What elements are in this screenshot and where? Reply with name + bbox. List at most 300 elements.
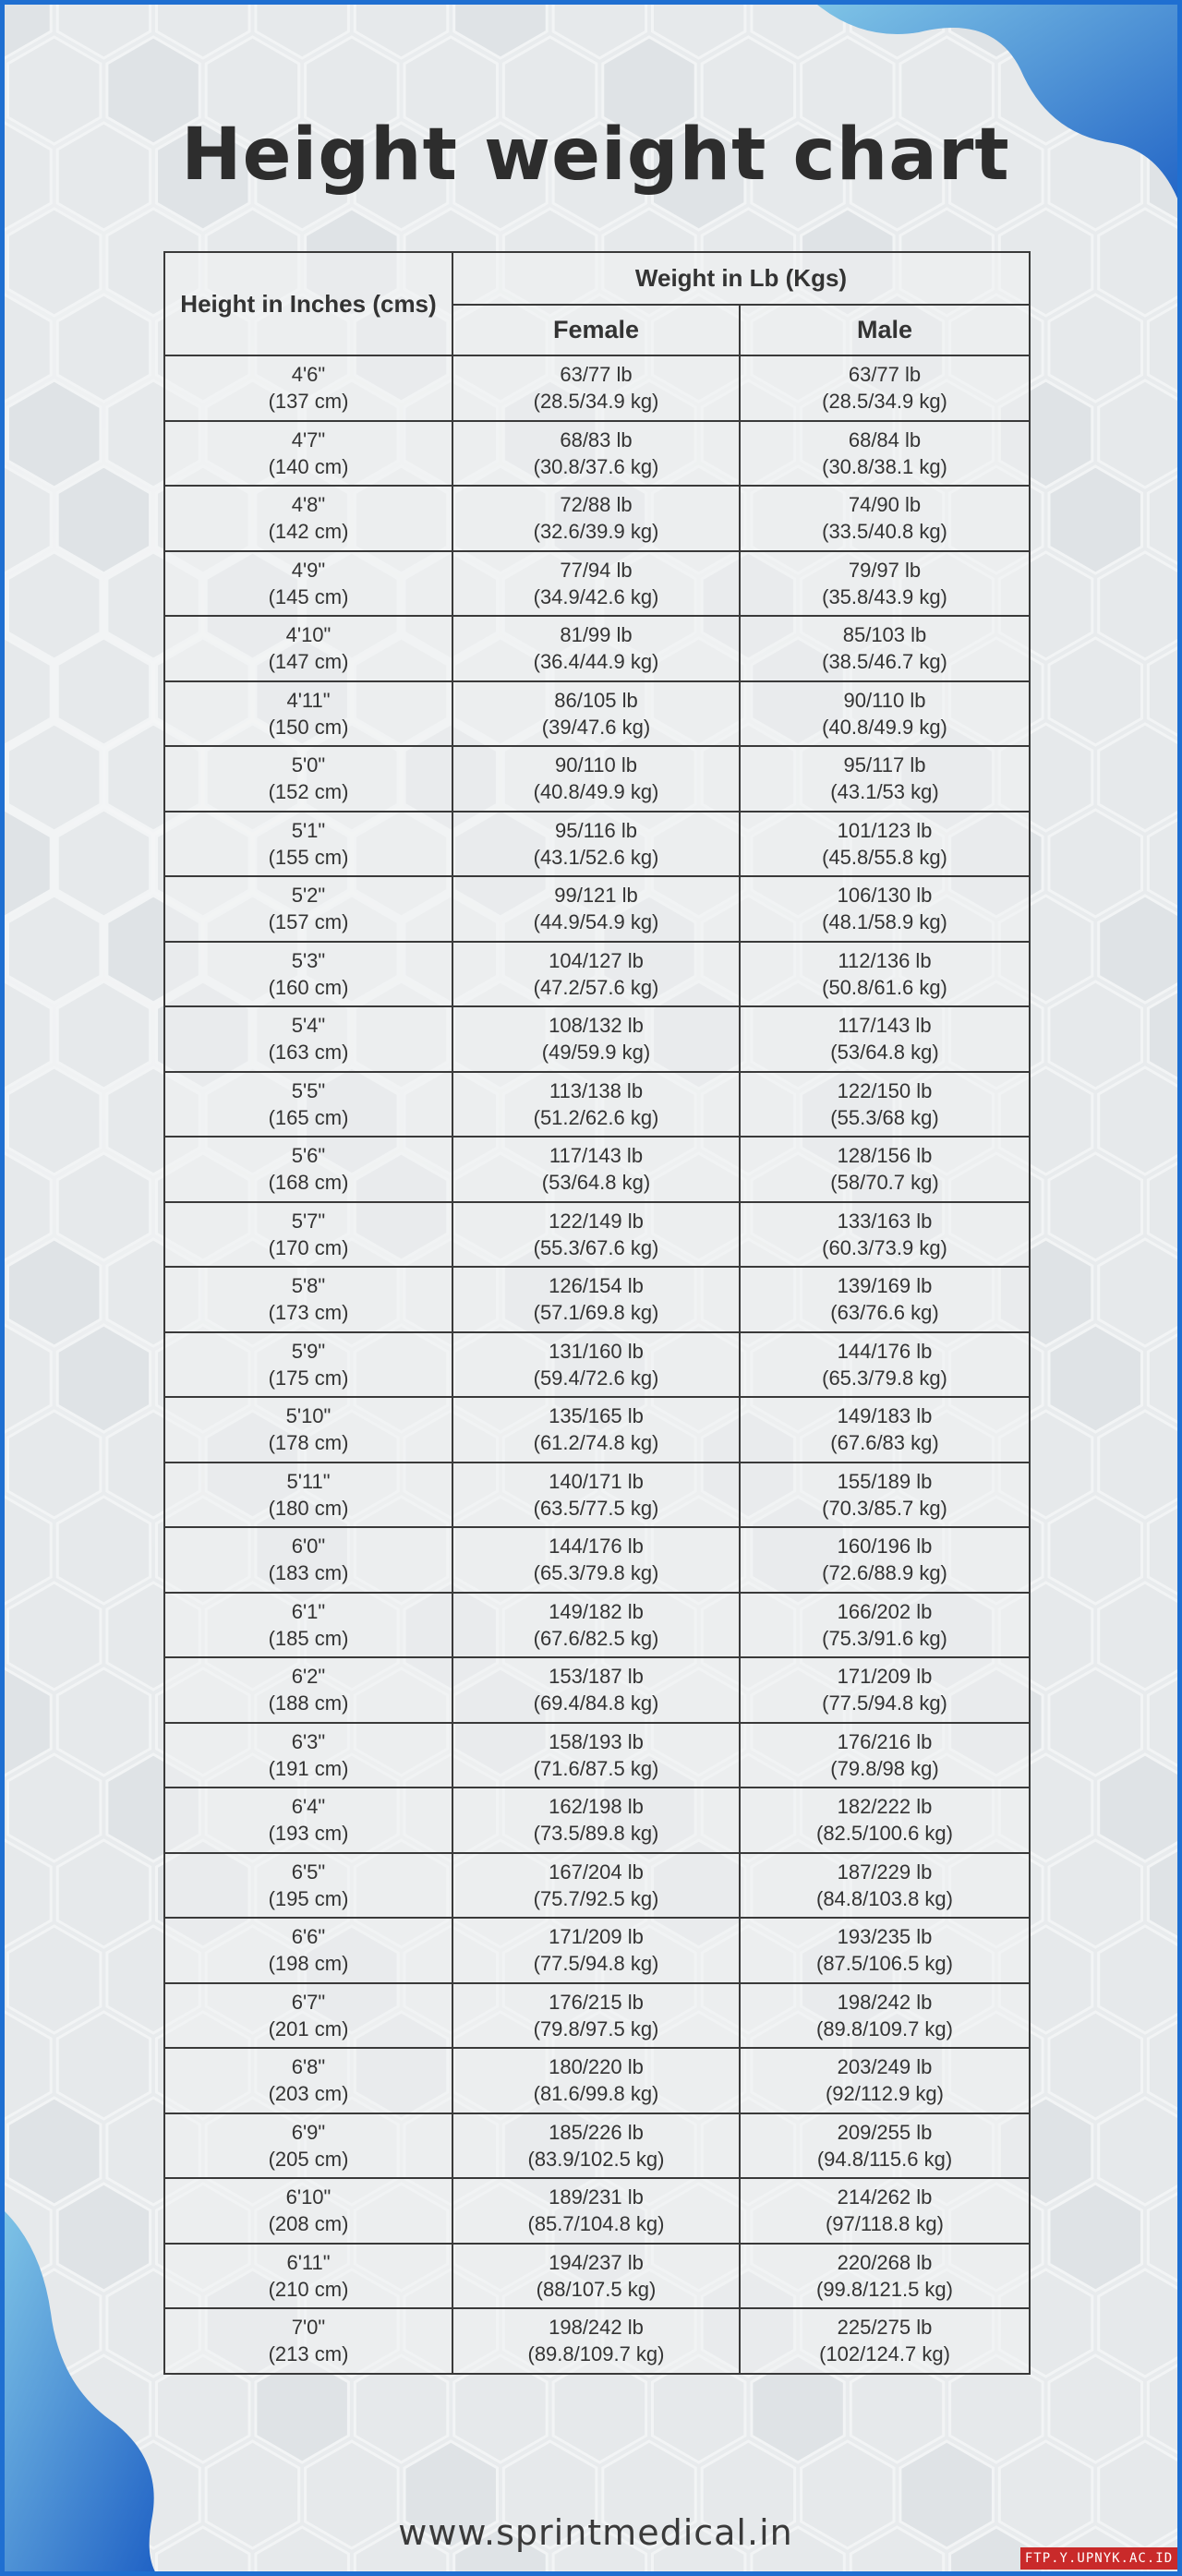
footer-website-url: www.sprintmedical.in: [398, 2512, 793, 2553]
male-weight-cell: [740, 1267, 1030, 1332]
male-weight-cell-secondary: (87.5/106.5 kg): [816, 1952, 953, 1976]
height-cell: [164, 355, 452, 421]
male-weight-cell-primary: 149/183 lb: [837, 1404, 933, 1428]
male-weight-cell: [740, 1657, 1030, 1723]
height-cell-primary: 5'5": [291, 1078, 326, 1102]
female-weight-cell: [452, 355, 740, 421]
male-weight-cell-secondary: (55.3/68 kg): [830, 1105, 939, 1129]
female-weight-cell-primary: 153/187 lb: [549, 1665, 644, 1689]
height-cell-secondary: (201 cm): [268, 2016, 349, 2040]
table-row: [164, 1853, 1030, 1919]
female-weight-cell-primary: 68/83 lb: [560, 427, 633, 451]
height-cell-primary: 6'4": [291, 1795, 326, 1819]
male-weight-cell-primary: 160/196 lb: [837, 1535, 933, 1559]
table-row: [164, 2048, 1030, 2113]
male-weight-cell-secondary: (58/70.7 kg): [830, 1171, 939, 1195]
male-weight-cell: [740, 1072, 1030, 1138]
height-cell: [164, 421, 452, 487]
female-weight-cell-secondary: (75.7/92.5 kg): [533, 1886, 659, 1910]
height-cell-secondary: (165 cm): [268, 1105, 349, 1129]
male-weight-cell-secondary: (84.8/103.8 kg): [816, 1886, 953, 1910]
height-cell-secondary: (198 cm): [268, 1952, 349, 1976]
female-weight-cell-secondary: (83.9/102.5 kg): [527, 2147, 665, 2171]
male-weight-cell-secondary: (79.8/98 kg): [830, 1756, 939, 1780]
female-weight-cell-secondary: (34.9/42.6 kg): [533, 584, 659, 608]
height-cell-primary: 5'8": [291, 1274, 326, 1298]
height-cell-primary: 5'1": [291, 818, 326, 842]
male-weight-cell-primary: 209/255 lb: [837, 2120, 933, 2144]
height-cell: [164, 1202, 452, 1268]
male-weight-cell: [740, 616, 1030, 681]
female-weight-cell-secondary: (71.6/87.5 kg): [533, 1756, 659, 1780]
male-weight-cell-secondary: (70.3/85.7 kg): [822, 1496, 947, 1520]
height-cell-primary: 6'5": [291, 1860, 326, 1884]
female-weight-cell: [452, 2178, 740, 2244]
header-height: Height in Inches (cms): [164, 252, 452, 355]
male-weight-cell-secondary: (63/76.6 kg): [830, 1301, 939, 1325]
female-weight-cell: [452, 681, 740, 747]
male-weight-cell-primary: 182/222 lb: [837, 1795, 933, 1819]
height-cell-primary: 5'9": [291, 1339, 326, 1363]
height-cell: [164, 2178, 452, 2244]
male-weight-cell-secondary: (89.8/109.7 kg): [816, 2016, 953, 2040]
height-cell-secondary: (193 cm): [268, 1822, 349, 1846]
female-weight-cell-primary: 162/198 lb: [549, 1795, 644, 1819]
male-weight-cell-secondary: (94.8/115.6 kg): [816, 2147, 953, 2171]
watermark-badge: FTP.Y.UPNYK.AC.ID: [1020, 2547, 1177, 2570]
table-row: [164, 1723, 1030, 1788]
height-cell: [164, 1137, 452, 1202]
male-weight-cell-primary: 214/262 lb: [837, 2185, 933, 2209]
table-row: [164, 1527, 1030, 1593]
male-weight-cell: [740, 486, 1030, 551]
female-weight-cell: [452, 551, 740, 617]
male-weight-cell-secondary: (67.6/83 kg): [830, 1431, 939, 1455]
male-weight-cell-primary: 139/169 lb: [837, 1274, 933, 1298]
male-weight-cell-primary: 225/275 lb: [837, 2316, 933, 2340]
male-weight-cell-secondary: (30.8/38.1 kg): [822, 454, 947, 478]
table-row: [164, 1788, 1030, 1853]
height-cell: [164, 681, 452, 747]
height-cell-primary: 4'9": [291, 558, 326, 582]
table-row: [164, 1397, 1030, 1463]
female-weight-cell: [452, 1853, 740, 1919]
male-weight-cell-primary: 187/229 lb: [837, 1860, 933, 1884]
height-cell-secondary: (210 cm): [268, 2277, 349, 2301]
height-cell-primary: 6'2": [291, 1665, 326, 1689]
male-weight-cell: [740, 1202, 1030, 1268]
female-weight-cell-primary: 95/116 lb: [555, 818, 637, 842]
female-weight-cell: [452, 876, 740, 942]
female-weight-cell: [452, 1463, 740, 1528]
female-weight-cell-secondary: (57.1/69.8 kg): [533, 1301, 659, 1325]
height-cell-secondary: (191 cm): [268, 1756, 349, 1780]
female-weight-cell: [452, 942, 740, 1007]
male-weight-cell-primary: 112/136 lb: [838, 948, 932, 972]
female-weight-cell-primary: 108/132 lb: [549, 1014, 644, 1038]
page-title: Height weight chart: [181, 114, 1010, 197]
height-cell-primary: 5'10": [285, 1404, 332, 1428]
table-row: [164, 1006, 1030, 1072]
female-weight-cell-secondary: (61.2/74.8 kg): [533, 1431, 659, 1455]
header-female: Female: [452, 305, 740, 355]
female-weight-cell-primary: 194/237 lb: [549, 2250, 644, 2274]
height-cell: [164, 1853, 452, 1919]
height-cell: [164, 1006, 452, 1072]
female-weight-cell: [452, 421, 740, 487]
male-weight-cell-primary: 95/117 lb: [843, 753, 926, 777]
male-weight-cell: [740, 2048, 1030, 2113]
male-weight-cell-primary: 128/156 lb: [837, 1144, 933, 1168]
male-weight-cell: [740, 1527, 1030, 1593]
height-cell-secondary: (157 cm): [268, 910, 349, 934]
height-cell: [164, 1463, 452, 1528]
height-cell-primary: 6'3": [291, 1729, 326, 1753]
height-cell-primary: 4'8": [291, 493, 326, 517]
female-weight-cell-secondary: (28.5/34.9 kg): [533, 390, 659, 414]
height-cell-secondary: (213 cm): [268, 2342, 349, 2366]
height-cell-secondary: (173 cm): [268, 1301, 349, 1325]
male-weight-cell: [740, 1788, 1030, 1853]
female-weight-cell-primary: 198/242 lb: [549, 2316, 644, 2340]
height-cell-secondary: (168 cm): [268, 1171, 349, 1195]
table-row: [164, 616, 1030, 681]
male-weight-cell: [740, 1397, 1030, 1463]
female-weight-cell: [452, 2113, 740, 2179]
height-cell-secondary: (150 cm): [268, 715, 349, 739]
male-weight-cell: [740, 1593, 1030, 1658]
male-weight-cell-primary: 85/103 lb: [842, 623, 927, 647]
height-cell: [164, 746, 452, 812]
male-weight-cell-primary: 144/176 lb: [837, 1339, 933, 1363]
height-cell: [164, 1072, 452, 1138]
female-weight-cell-primary: 140/171 lb: [549, 1469, 644, 1493]
height-cell: [164, 1397, 452, 1463]
male-weight-cell-primary: 198/242 lb: [837, 1990, 933, 2014]
female-weight-cell-secondary: (40.8/49.9 kg): [533, 780, 659, 804]
height-cell-primary: 6'6": [291, 1925, 326, 1949]
female-weight-cell: [452, 1918, 740, 1983]
female-weight-cell-secondary: (44.9/54.9 kg): [533, 910, 659, 934]
female-weight-cell: [452, 1202, 740, 1268]
table-row: [164, 486, 1030, 551]
height-cell: [164, 2308, 452, 2374]
female-weight-cell-secondary: (89.8/109.7 kg): [527, 2342, 665, 2366]
male-weight-cell-primary: 90/110 lb: [843, 688, 926, 712]
height-cell: [164, 1332, 452, 1398]
male-weight-cell-primary: 133/163 lb: [837, 1209, 933, 1233]
female-weight-cell-primary: 86/105 lb: [554, 688, 638, 712]
male-weight-cell-primary: 101/123 lb: [837, 818, 933, 842]
height-cell: [164, 1527, 452, 1593]
female-weight-cell: [452, 1657, 740, 1723]
height-cell-secondary: (142 cm): [268, 520, 349, 544]
height-cell-primary: 4'7": [291, 427, 326, 451]
female-weight-cell-secondary: (43.1/52.6 kg): [533, 845, 659, 869]
male-weight-cell-primary: 176/216 lb: [837, 1729, 933, 1753]
female-weight-cell: [452, 1397, 740, 1463]
height-cell-secondary: (175 cm): [268, 1366, 349, 1390]
male-weight-cell-secondary: (50.8/61.6 kg): [822, 975, 947, 999]
table-row: [164, 355, 1030, 421]
female-weight-cell-secondary: (81.6/99.8 kg): [533, 2082, 659, 2106]
male-weight-cell: [740, 942, 1030, 1007]
female-weight-cell-primary: 158/193 lb: [549, 1729, 644, 1753]
female-weight-cell: [452, 746, 740, 812]
table-row: [164, 1463, 1030, 1528]
height-cell-secondary: (195 cm): [268, 1886, 349, 1910]
female-weight-cell: [452, 1723, 740, 1788]
female-weight-cell-secondary: (53/64.8 kg): [541, 1171, 651, 1195]
table-row: [164, 876, 1030, 942]
height-cell-secondary: (203 cm): [268, 2082, 349, 2106]
height-cell: [164, 1918, 452, 1983]
height-cell: [164, 1657, 452, 1723]
female-weight-cell-primary: 63/77 lb: [560, 363, 633, 387]
height-cell: [164, 1983, 452, 2049]
female-weight-cell: [452, 1072, 740, 1138]
height-cell-secondary: (163 cm): [268, 1041, 349, 1065]
male-weight-cell-secondary: (45.8/55.8 kg): [822, 845, 947, 869]
female-weight-cell-primary: 104/127 lb: [549, 948, 644, 972]
table-row: [164, 1137, 1030, 1202]
height-cell-secondary: (188 cm): [268, 1691, 349, 1715]
male-weight-cell: [740, 812, 1030, 877]
height-cell-primary: 6'11": [286, 2250, 331, 2274]
male-weight-cell: [740, 1983, 1030, 2049]
height-cell-primary: 6'10": [285, 2185, 332, 2209]
height-cell: [164, 1593, 452, 1658]
female-weight-cell-secondary: (73.5/89.8 kg): [533, 1822, 659, 1846]
height-cell-secondary: (170 cm): [268, 1235, 349, 1259]
female-weight-cell-primary: 113/138 lb: [549, 1078, 644, 1102]
female-weight-cell-secondary: (77.5/94.8 kg): [533, 1952, 659, 1976]
height-cell-secondary: (137 cm): [268, 390, 349, 414]
female-weight-cell-primary: 131/160 lb: [549, 1339, 644, 1363]
height-cell-primary: 5'0": [291, 753, 326, 777]
table-row: [164, 1593, 1030, 1658]
female-weight-cell-secondary: (39/47.6 kg): [541, 715, 651, 739]
male-weight-cell-secondary: (82.5/100.6 kg): [816, 1822, 953, 1846]
male-weight-cell-primary: 79/97 lb: [848, 558, 922, 582]
female-weight-cell: [452, 1788, 740, 1853]
male-weight-cell-secondary: (53/64.8 kg): [830, 1041, 939, 1065]
male-weight-cell-primary: 193/235 lb: [837, 1925, 933, 1949]
male-weight-cell: [740, 551, 1030, 617]
table-row: [164, 1657, 1030, 1723]
male-weight-cell: [740, 355, 1030, 421]
female-weight-cell-primary: 72/88 lb: [560, 493, 633, 517]
header-weight: Weight in Lb (Kgs): [452, 252, 1030, 305]
height-cell-primary: 6'7": [291, 1990, 326, 2014]
height-cell-secondary: (152 cm): [268, 780, 349, 804]
height-cell-primary: 6'9": [291, 2120, 326, 2144]
male-weight-cell: [740, 2244, 1030, 2309]
height-cell-primary: 5'4": [291, 1014, 326, 1038]
height-cell-secondary: (205 cm): [268, 2147, 349, 2171]
male-weight-cell-primary: 171/209 lb: [837, 1665, 933, 1689]
female-weight-cell-secondary: (32.6/39.9 kg): [533, 520, 659, 544]
male-weight-cell-secondary: (48.1/58.9 kg): [822, 910, 947, 934]
female-weight-cell-secondary: (59.4/72.6 kg): [533, 1366, 659, 1390]
male-weight-cell-secondary: (33.5/40.8 kg): [822, 520, 947, 544]
female-weight-cell: [452, 1267, 740, 1332]
male-weight-cell-secondary: (38.5/46.7 kg): [822, 650, 947, 674]
male-weight-cell: [740, 1918, 1030, 1983]
female-weight-cell-primary: 90/110 lb: [555, 753, 637, 777]
male-weight-cell-primary: 68/84 lb: [848, 427, 922, 451]
height-cell: [164, 942, 452, 1007]
table-row: [164, 2113, 1030, 2179]
table-row: [164, 2244, 1030, 2309]
male-weight-cell-secondary: (92/112.9 kg): [825, 2082, 944, 2106]
female-weight-cell-primary: 167/204 lb: [549, 1860, 644, 1884]
male-weight-cell: [740, 2178, 1030, 2244]
table-row: [164, 942, 1030, 1007]
male-weight-cell-secondary: (72.6/88.9 kg): [822, 1561, 947, 1585]
female-weight-cell-primary: 99/121 lb: [554, 884, 638, 908]
table-row: [164, 1918, 1030, 1983]
male-weight-cell-primary: 220/268 lb: [837, 2250, 933, 2274]
height-cell-secondary: (185 cm): [268, 1626, 349, 1650]
female-weight-cell: [452, 486, 740, 551]
male-weight-cell-secondary: (60.3/73.9 kg): [822, 1235, 947, 1259]
table-row: [164, 1983, 1030, 2049]
female-weight-cell-secondary: (30.8/37.6 kg): [533, 454, 659, 478]
male-weight-cell-primary: 122/150 lb: [837, 1078, 933, 1102]
male-weight-cell-secondary: (97/118.8 kg): [825, 2212, 944, 2236]
female-weight-cell: [452, 2308, 740, 2374]
height-cell: [164, 616, 452, 681]
female-weight-cell-primary: 135/165 lb: [549, 1404, 644, 1428]
height-cell-secondary: (208 cm): [268, 2212, 349, 2236]
table-row: [164, 2178, 1030, 2244]
female-weight-cell-primary: 81/99 lb: [560, 623, 633, 647]
female-weight-cell-primary: 117/143 lb: [549, 1144, 644, 1168]
height-cell: [164, 1723, 452, 1788]
height-cell: [164, 876, 452, 942]
height-cell-secondary: (180 cm): [268, 1496, 349, 1520]
male-weight-cell: [740, 681, 1030, 747]
female-weight-cell-secondary: (69.4/84.8 kg): [533, 1691, 659, 1715]
height-cell: [164, 2048, 452, 2113]
height-cell-primary: 5'11": [286, 1469, 331, 1493]
female-weight-cell-secondary: (55.3/67.6 kg): [533, 1235, 659, 1259]
height-cell-primary: 6'1": [291, 1599, 326, 1623]
male-weight-cell: [740, 2113, 1030, 2179]
height-cell: [164, 1267, 452, 1332]
male-weight-cell: [740, 1723, 1030, 1788]
header-male: Male: [740, 305, 1030, 355]
table-row: [164, 1267, 1030, 1332]
male-weight-cell: [740, 421, 1030, 487]
height-cell: [164, 1788, 452, 1853]
female-weight-cell-secondary: (79.8/97.5 kg): [533, 2016, 659, 2040]
female-weight-cell-primary: 149/182 lb: [549, 1599, 644, 1623]
height-cell-primary: 6'8": [291, 2055, 326, 2079]
female-weight-cell-primary: 171/209 lb: [549, 1925, 644, 1949]
female-weight-cell: [452, 1983, 740, 2049]
female-weight-cell-primary: 144/176 lb: [549, 1535, 644, 1559]
female-weight-cell: [452, 1332, 740, 1398]
female-weight-cell: [452, 2244, 740, 2309]
male-weight-cell: [740, 2308, 1030, 2374]
male-weight-cell: [740, 1006, 1030, 1072]
female-weight-cell: [452, 812, 740, 877]
male-weight-cell-secondary: (28.5/34.9 kg): [822, 390, 947, 414]
female-weight-cell-secondary: (65.3/79.8 kg): [533, 1561, 659, 1585]
height-cell-secondary: (147 cm): [268, 650, 349, 674]
male-weight-cell-primary: 74/90 lb: [848, 493, 922, 517]
male-weight-cell: [740, 1137, 1030, 1202]
female-weight-cell-primary: 122/149 lb: [549, 1209, 644, 1233]
height-cell: [164, 551, 452, 617]
male-weight-cell-primary: 155/189 lb: [837, 1469, 933, 1493]
table-row: [164, 681, 1030, 747]
female-weight-cell-secondary: (63.5/77.5 kg): [533, 1496, 659, 1520]
female-weight-cell-primary: 77/94 lb: [560, 558, 633, 582]
height-cell-primary: 5'3": [291, 948, 326, 972]
female-weight-cell: [452, 1006, 740, 1072]
height-cell-secondary: (145 cm): [268, 584, 349, 608]
male-weight-cell-primary: 203/249 lb: [837, 2055, 933, 2079]
female-weight-cell-primary: 126/154 lb: [549, 1274, 644, 1298]
table-row: [164, 2308, 1030, 2374]
table-row: [164, 812, 1030, 877]
female-weight-cell: [452, 616, 740, 681]
male-weight-cell-secondary: (77.5/94.8 kg): [822, 1691, 947, 1715]
height-cell-secondary: (183 cm): [268, 1561, 349, 1585]
height-cell-primary: 5'7": [291, 1209, 326, 1233]
male-weight-cell-secondary: (102/124.7 kg): [819, 2342, 950, 2366]
female-weight-cell-secondary: (36.4/44.9 kg): [533, 650, 659, 674]
male-weight-cell-primary: 117/143 lb: [838, 1014, 932, 1038]
male-weight-cell-secondary: (99.8/121.5 kg): [816, 2277, 953, 2301]
male-weight-cell-primary: 63/77 lb: [848, 363, 922, 387]
height-cell: [164, 2244, 452, 2309]
table-row: [164, 746, 1030, 812]
female-weight-cell-primary: 189/231 lb: [549, 2185, 644, 2209]
height-cell: [164, 2113, 452, 2179]
female-weight-cell: [452, 1137, 740, 1202]
height-cell-secondary: (178 cm): [268, 1431, 349, 1455]
height-cell-primary: 6'0": [291, 1535, 326, 1559]
male-weight-cell-secondary: (43.1/53 kg): [830, 780, 939, 804]
height-cell-primary: 5'6": [291, 1144, 326, 1168]
female-weight-cell-secondary: (51.2/62.6 kg): [533, 1105, 659, 1129]
male-weight-cell-secondary: (65.3/79.8 kg): [822, 1366, 947, 1390]
height-cell: [164, 486, 452, 551]
female-weight-cell-primary: 185/226 lb: [549, 2120, 644, 2144]
height-cell-primary: 4'11": [286, 688, 331, 712]
female-weight-cell: [452, 1593, 740, 1658]
height-cell-primary: 4'10": [285, 623, 332, 647]
male-weight-cell-secondary: (35.8/43.9 kg): [822, 584, 947, 608]
male-weight-cell: [740, 1332, 1030, 1398]
height-cell-secondary: (160 cm): [268, 975, 349, 999]
table-row: [164, 1332, 1030, 1398]
female-weight-cell-secondary: (47.2/57.6 kg): [533, 975, 659, 999]
male-weight-cell-primary: 166/202 lb: [837, 1599, 933, 1623]
male-weight-cell: [740, 746, 1030, 812]
male-weight-cell: [740, 1463, 1030, 1528]
male-weight-cell-secondary: (40.8/49.9 kg): [822, 715, 947, 739]
female-weight-cell-primary: 176/215 lb: [549, 1990, 644, 2014]
male-weight-cell-secondary: (75.3/91.6 kg): [822, 1626, 947, 1650]
table-row: [164, 1202, 1030, 1268]
height-cell-primary: 5'2": [291, 884, 326, 908]
table-row: [164, 551, 1030, 617]
